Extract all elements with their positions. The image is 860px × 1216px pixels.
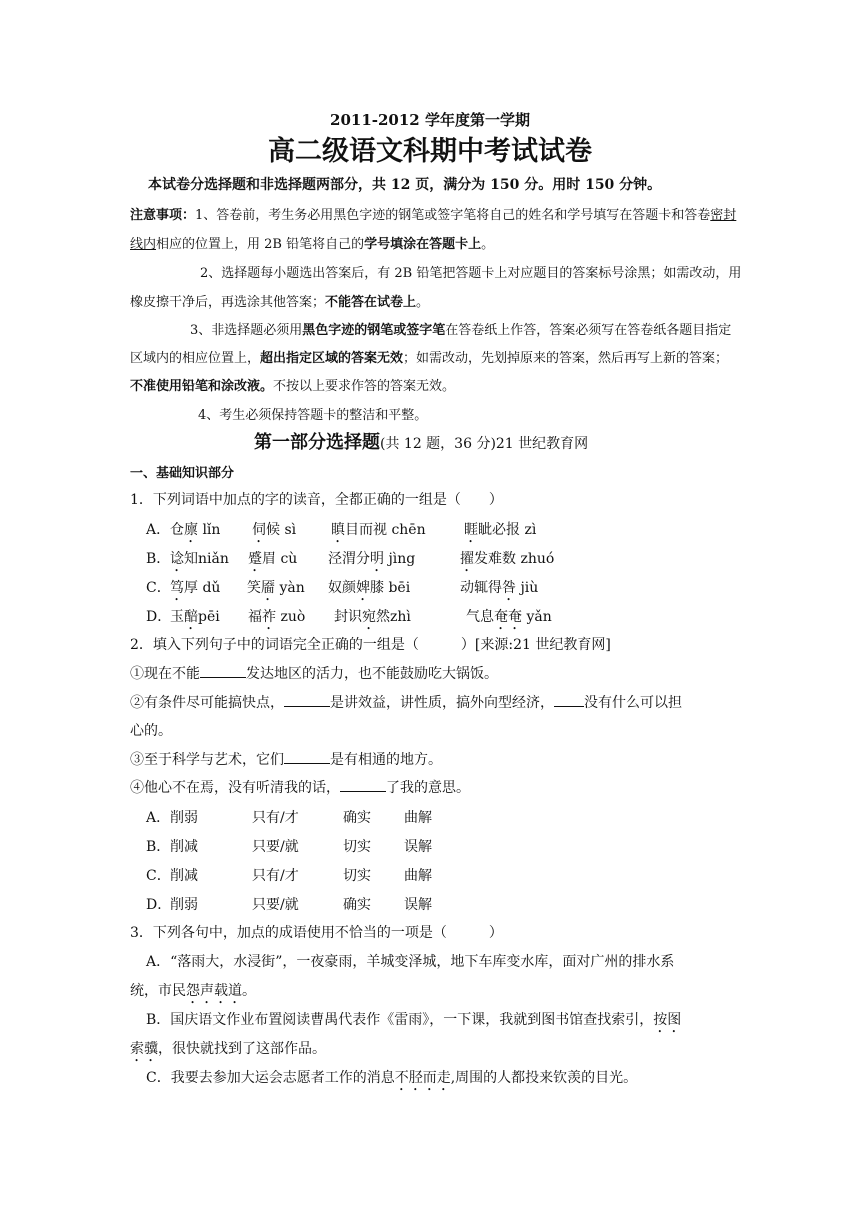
q1-a-item: 睚眦必报 zì (464, 522, 537, 538)
q3-option-b-line2: 索骥，很快就找到了这部作品。 (130, 1041, 326, 1057)
notice-p4: 4、考生必须保持答题卡的整洁和平整。 (198, 408, 428, 423)
q2-sentence-2: ②有条件尽可能搞快点， 是讲效益，讲性质，搞外向型经济， 没有什么可以担 (130, 695, 682, 711)
notice-p1-underline-b: 线内 (130, 237, 157, 252)
q2-sentence-1: ①现在不能 发达地区的活力，也不能鼓励吃大锅饭。 (130, 666, 498, 682)
notice-p3-text-b: 区域内的相应位置上， (130, 351, 261, 366)
notice-p2-end: 。 (416, 295, 430, 310)
notice-p1-end: 。 (481, 237, 495, 252)
q3-c-idiom: 不胫而走 (394, 1070, 451, 1086)
q1-c-item: 笑靥 yàn (247, 580, 305, 596)
exam-year: 2011-2012 学年度第一学期 (330, 111, 530, 129)
q2-stem: 2．填入下列句子中的词语完全正确的一组是（ ）[来源:21 世纪教育网] (130, 637, 611, 653)
notice-p1-line2 (130, 233, 494, 252)
q1-b-item: 蹙眉 cù (248, 551, 298, 567)
q1-d-item: 气息奄奄 yǎn (466, 609, 552, 625)
q1-d-item: 封识宛然zhì (334, 609, 411, 625)
q3-option-a-line2: 统，市民怨声载道。 (130, 983, 256, 999)
notice-p3-text-a: 3、非选择题必须用 (190, 323, 303, 338)
notice-p3-text-b-end: ；如需改动，先划掉原来的答案，然后再写上新的答案； (403, 351, 729, 366)
q3-stem: 3．下列各句中，加点的成语使用不恰当的一项是（ ） (130, 925, 503, 941)
part1-note: (共 12 题，36 分)21 世纪教育网 (380, 436, 589, 452)
q1-stem: 1．下列词语中加点的字的读音，全都正确的一组是（ ） (130, 492, 503, 508)
notice-p3-line1 (190, 319, 731, 338)
q1-c-item: 笃厚 dǔ (170, 580, 221, 596)
exam-title: 高二级语文科期中考试试卷 (268, 136, 592, 167)
notice-p3-text-c: 不按以上要求作答的答案无效。 (273, 379, 456, 394)
notice-p3-bold-c: 不准使用铅笔和涂改液。 (130, 379, 274, 394)
q2-sentence-2-cont: 心的。 (130, 723, 172, 739)
q3-option-a-line1: A．“落雨大，水浸街”，一夜豪雨，羊城变泽城，地下车库变水库，面对广州的排水系 (146, 954, 675, 970)
q1-c-item: 动辄得咎 jiù (460, 580, 539, 596)
q1-a-item: 仓廪 lǐn (170, 522, 221, 538)
blank (340, 779, 386, 792)
notice-p2-line2 (130, 291, 429, 310)
q1-d-item: 玉醅pēi (170, 609, 220, 625)
part1-heading (254, 428, 588, 454)
blank (554, 694, 584, 707)
q2-sentence-4: ④他心不在焉，没有听清我的话， 了我的意思。 (130, 780, 470, 796)
q3-option-c: C．我要去参加大运会志愿者工作的消息不胫而走,周围的人都投来钦羡的目光。 (146, 1070, 638, 1086)
blank (200, 665, 246, 678)
exam-subtitle: 本试卷分选择题和非选择题两部分，共 12 页，满分为 150 分。用时 150 分钟。 (148, 177, 662, 193)
q1-d-label: D． (146, 609, 172, 625)
q1-a-item: 伺候 sì (252, 522, 297, 538)
q1-d-item: 福祚 zuò (248, 609, 306, 625)
q1-a-label: A． (146, 522, 171, 538)
notice-p1-text-a: 1、答卷前，考生务必用黑色字迹的钢笔或签字笔将自己的姓名和学号填写在答题卡和答卷 (195, 208, 711, 223)
notice-p3-line2 (130, 347, 728, 366)
q1-b-label: B． (146, 551, 171, 567)
notice-p2-text-b: 橡皮擦干净后，再选涂其他答案； (130, 295, 326, 310)
notice-p1-line1 (130, 204, 736, 223)
q3-b-idiom-part1: 按图 (653, 1012, 682, 1028)
q1-b-item: 泾渭分明 jìng (328, 551, 416, 567)
part1-title: 第一部分选择题 (254, 432, 380, 453)
notice-p1-bold: 学号填涂在答题卡上 (364, 237, 482, 252)
q1-a-item: 瞋目而视 chēn (331, 522, 426, 538)
section-basic-knowledge: 一、基础知识部分 (130, 466, 235, 481)
notice-p2-bold: 不能答在试卷上 (325, 295, 417, 310)
q1-c-item: 奴颜婢膝 bēi (328, 580, 411, 596)
notice-p3-bold-a: 黑色字迹的钢笔或签字笔 (302, 323, 446, 338)
notice-p3-text-a-end: 在答卷纸上作答，答案必须写在答卷纸各题目指定 (445, 323, 732, 338)
notice-p3-line3 (130, 375, 455, 394)
notice-p1-text-b: 相应的位置上，用 2B 铅笔将自己的 (156, 237, 365, 252)
blank (284, 694, 330, 707)
notice-p1-underline-a: 密封 (710, 208, 737, 223)
blank (284, 751, 330, 764)
q1-b-item: 谂知niǎn (170, 551, 229, 567)
notice-p2-line1: 2、选择题每小题选出答案后，有 2B 铅笔把答题卡上对应题目的答案标号涂黑；如需改动，用 (200, 266, 742, 281)
q1-c-label: C． (146, 580, 171, 596)
notice-label: 注意事项： (130, 208, 196, 223)
q3-b-idiom-part2: 索骥 (130, 1041, 158, 1057)
q1-b-item: 擢发难数 zhuó (460, 551, 555, 567)
q3-option-b-line1: B．国庆语文作业布置阅读曹禺代表作《雷雨》，一下课，我就到图书馆查找索引，按图 (146, 1012, 682, 1028)
exam-page: 2011-2012 学年度第一学期 高二级语文科期中考试试卷 本试卷分选择题和非选择题两部分，共 12 页，满分为 150 分。用时 150 分钟。 注意事项：1、答卷前，考生务必用黑色字迹的钢笔或签字笔将自己的姓名和学号填写在答题卡和答卷密封 线内相应的位置上，用 2B 铅笔将自己的学号填涂在答题卡上。 2、选择题每小题选出答案后，有 2B 铅笔把答题卡上对应题目的答案标号涂黑；如需改动，用 橡皮擦干净后，再选涂其他答案；不能答在试卷上。 3、非选择题必须用黑色字迹的钢笔或签字笔在答卷纸上作答，答案必须写在答卷纸各题目指定 区域内的相应位置上，超出指定区域的答案无效；如需改动，先划掉原来的答案，然后再写上新的答案； 不准使用铅笔和涂改液。不按以上要求作答的答案无效。 4、考生必须保持答题卡的整洁和平整。 第一部分选择题(共 12 题，36 分)21 世纪教育网 一、基础知识部分 1．下列词语中加点的字的读音，全都正确的一组是（ ） A． 仓廪 lǐn 伺候 sì 瞋目而视 chēn 睚眦必报 zì B． 谂知niǎn 蹙眉 cù 泾渭分明 jìng 擢发难数 zhuó C． 笃厚 dǔ 笑靥 yàn 奴颜婢膝 bēi 动辄得咎 jiù D． 玉醅pēi 福祚 zuò 封识宛然zhì 气息奄奄 yǎn 2．填入下列句子中的词语完全正确的一组是（ ）[来源:21 世纪教育网] ①现在不能 发达地区的活力，也不能鼓励吃大锅饭。 ②有条件尽可能搞快点， 是讲效益，讲性质，搞外向型经济， 没有什么可以担 心的。 ③至于科学与艺术，它们 是有相通的地方。 ④他心不在焉，没有听清我的话， 了我的意思。 A． 削弱 只有/才 确实 曲解 B． 削减 只要/就 切实 误解 C． 削减 只有/才 切实 曲解 D． 削弱 只要/就 确实 误解 3．下列各句中，加点的成语使用不恰当的一项是（ ） A．“落雨大，水浸街”，一夜豪雨，羊城变泽城，地下车库变水库，面对广州的排水系 统，市民怨声载道。 B．国庆语文作业布置阅读曹禺代表作《雷雨》，一下课，我就到图书馆查找索引，按图 索骥，很快就找到了这部作品。 C．我要去参加大运会志愿者工作的消息不胫而走,周围的人都投来钦羡的目光。 (0, 0, 860, 1216)
q2-sentence-3: ③至于科学与艺术，它们 是有相通的地方。 (130, 752, 442, 768)
notice-p3-bold-b: 超出指定区域的答案无效 (260, 351, 404, 366)
q3-a-idiom: 怨声载道 (186, 983, 242, 999)
